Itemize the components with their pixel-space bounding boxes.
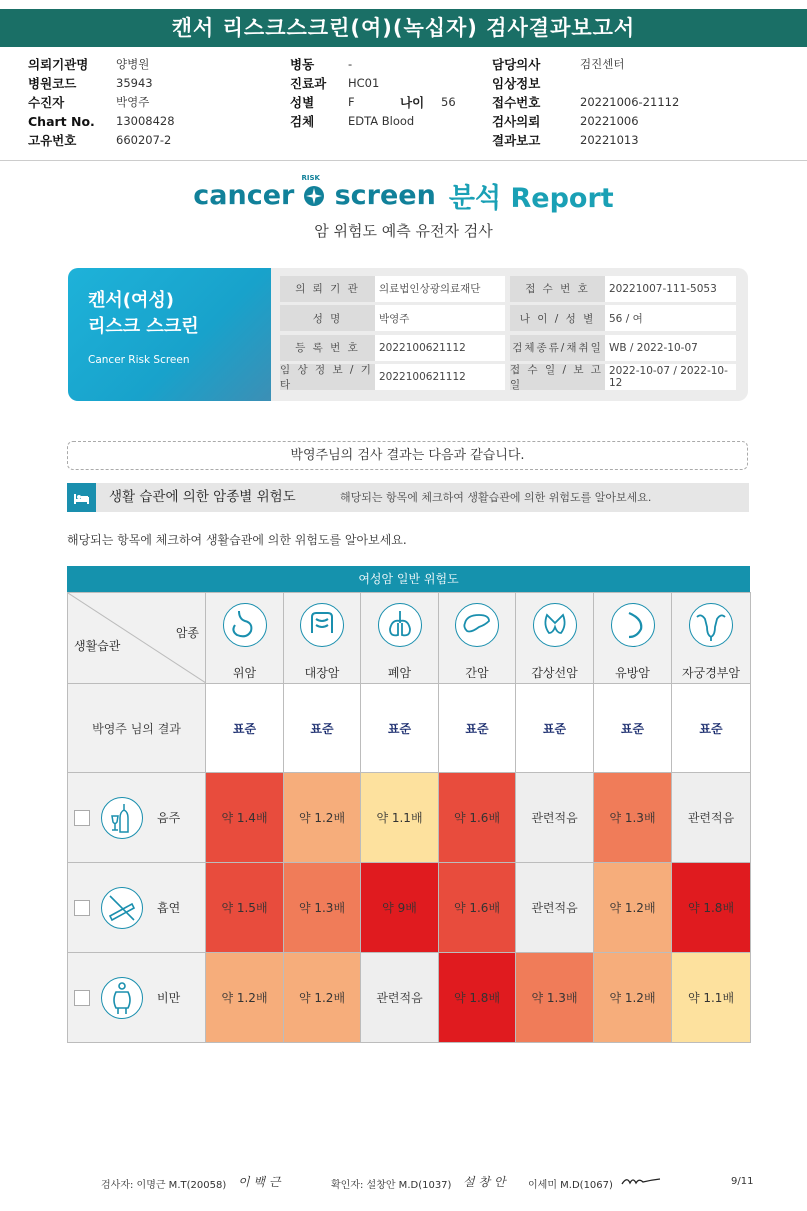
info-label: 의뢰기관명 [28,56,89,72]
card-field-label: 접 수 일 / 보 고 일 [510,364,605,390]
card-field-value: 2022100621112 [375,364,505,390]
risk-table [67,592,751,1043]
stomach-icon [223,603,267,647]
result-cell: 표준 [361,684,439,773]
cancer-column-header [206,593,284,684]
habit-label-cell [68,863,206,953]
info-row [492,131,679,150]
card-title-line2: 리스크 스크린 [88,316,199,337]
logo-risk-icon [301,173,325,207]
risk-cell: 관련적음 [516,773,594,863]
report-title: 캔서 리스크스크린(여)(녹십자) 검사결과보고서 [0,9,807,47]
info-value: 양병원 [116,56,150,71]
page-subtitle: 암 위험도 예측 유전자 검사 [314,222,493,240]
card-field-value: 의료법인상광의료재단 [375,276,505,302]
breast-icon [611,603,655,647]
logo-risk-text: RISK [301,173,320,182]
doctor2-text: 이세미 M.D(1067) [528,1180,613,1191]
info-label: 병원코드 [28,75,77,91]
age-value: 56 [441,95,456,109]
info-value: HC01 [348,75,380,90]
corner-label-cancer: 암종 [175,626,199,640]
card-row [280,274,740,304]
info-value: 박영주 [116,94,150,109]
risk-cell: 약 1.2배 [594,863,672,953]
bed-icon [67,483,96,512]
info-label: 결과보고 [492,133,541,149]
logo-report-text: 분석 Report [448,183,614,214]
card-field-label: 나 이 / 성 별 [510,305,605,331]
card-row [280,333,740,363]
card-field-value: 2022100621112 [375,335,505,361]
risk-cell: 약 1.6배 [439,863,516,953]
cancer-name: 대장암 [304,666,340,680]
result-cell: 표준 [206,684,284,773]
info-row [290,92,414,111]
smoking-icon [101,887,143,929]
info-row [290,112,414,131]
risk-cell: 약 1.1배 [672,953,751,1043]
habit-name: 비만 [157,991,181,1005]
risk-cell: 약 1.3배 [594,773,672,863]
result-cell: 표준 [672,684,751,773]
risk-cell: 약 9배 [361,863,439,953]
risk-cell: 약 1.4배 [206,773,284,863]
info-label: 담당의사 [492,56,541,72]
liver-icon [455,603,499,647]
tester-text: 검사자: 이명근 M.T(20058) [101,1180,227,1191]
risk-cell: 약 1.8배 [439,953,516,1043]
info-row [290,54,414,73]
cancer-name: 유방암 [615,666,650,680]
info-row [28,92,175,111]
card-field-value: 2022-10-07 / 2022-10-12 [605,364,736,390]
table-corner [68,593,206,684]
info-value: EDTA Blood [348,114,415,129]
info-column-1 [28,54,175,150]
card-field-label: 임 상 정 보 / 기 타 [280,364,375,390]
risk-table-header: 여성암 일반 위험도 [67,566,750,592]
info-value: 660207-2 [116,133,172,148]
logo-cancer-text: cancer [193,180,295,211]
cancer-name: 간암 [465,666,489,680]
info-label: 수진자 [28,94,65,110]
habit-row [68,863,751,953]
section-header [67,483,749,512]
info-column-2 [290,54,414,131]
obesity-icon [101,977,143,1019]
info-column-3 [492,54,679,150]
info-value: 20221006-21112 [580,94,680,109]
thyroid-icon [533,603,577,647]
cancer-column-header [361,593,439,684]
section-note: 해당되는 항목에 체크하여 생활습관에 의한 위험도를 알아보세요. [340,491,652,504]
risk-cell: 약 1.5배 [206,863,284,953]
result-cell: 표준 [594,684,672,773]
card-field-label: 등 록 번 호 [280,335,375,361]
card-field-label: 검체종류/채취일 [510,335,605,361]
lung-icon [378,603,422,647]
info-label: 검체 [290,114,315,130]
habit-checkbox[interactable] [74,990,90,1006]
info-row [492,54,679,73]
habit-label-cell [68,953,206,1043]
habit-checkbox[interactable] [74,810,90,826]
info-row [28,73,175,92]
card-details [280,274,740,392]
info-value: 20221013 [580,133,639,148]
result-cell: 표준 [516,684,594,773]
habit-name: 음주 [157,811,181,825]
uterus-icon [689,603,733,647]
footer [0,1176,807,1198]
info-label: 접수번호 [492,94,541,110]
habit-checkbox[interactable] [74,900,90,916]
risk-cell: 약 1.3배 [284,863,361,953]
cancer-column-header [284,593,361,684]
info-label: 검사의뢰 [492,114,541,130]
info-value: 검진센터 [580,56,625,71]
card-field-value: 20221007-111-5053 [605,276,736,302]
cancer-name: 자궁경부암 [682,666,740,680]
risk-cell: 약 1.8배 [672,863,751,953]
info-row [290,73,414,92]
risk-cell: 관련적음 [516,863,594,953]
doctor2-signature [621,1174,661,1191]
cancer-name: 갑상선암 [531,666,578,680]
info-label: 병동 [290,56,315,72]
info-value: F [348,94,355,109]
risk-cell: 약 1.2배 [284,773,361,863]
result-summary: 박영주님의 검사 결과는 다음과 같습니다. [67,441,748,470]
header-divider [0,160,807,161]
logo-screen-text: screen [334,180,436,211]
tester-signature: 이 백 근 [238,1175,281,1189]
section-title: 생활 습관에 의한 암종별 위험도 [109,489,296,505]
risk-cell: 약 1.1배 [361,773,439,863]
info-value: 13008428 [116,114,175,129]
instruction-text: 해당되는 항목에 체크하여 생활습관에 의한 위험도를 알아보세요. [67,533,407,547]
result-cell: 표준 [439,684,516,773]
confirmer-signature: 설 창 안 [463,1175,506,1189]
info-row [492,112,679,131]
risk-cell: 약 1.2배 [594,953,672,1043]
card-row [280,304,740,334]
card-title-en: Cancer Risk Screen [88,354,190,366]
risk-cell: 약 1.2배 [206,953,284,1043]
test-info-card [68,268,748,401]
info-row [28,131,175,150]
cancer-column-header [439,593,516,684]
cancer-name: 위암 [232,666,257,680]
card-title-line1: 캔서(여성) [88,290,175,311]
info-value: 20221006 [580,114,639,129]
age-label: 나이 [400,95,425,110]
cancer-column-header [672,593,751,684]
info-label: 임상정보 [492,75,541,91]
page-number: 9/11 [731,1176,754,1187]
card-field-label: 성 명 [280,305,375,331]
colon-icon [300,603,344,647]
info-row [492,73,679,92]
habit-label-cell [68,773,206,863]
corner-label-habit: 생활습관 [74,639,121,653]
risk-cell: 약 1.3배 [516,953,594,1043]
risk-cell: 관련적음 [361,953,439,1043]
risk-cell: 약 1.6배 [439,773,516,863]
info-row [28,112,175,131]
info-value: - [348,56,353,71]
card-field-value: WB / 2022-10-07 [605,335,736,361]
info-value: 35943 [116,75,153,90]
result-cell: 표준 [284,684,361,773]
card-field-label: 접 수 번 호 [510,276,605,302]
cancer-column-header [516,593,594,684]
alcohol-icon [101,797,143,839]
card-row [280,363,740,393]
info-row [28,54,175,73]
info-label: 진료과 [290,75,327,91]
card-field-label: 의 뢰 기 관 [280,276,375,302]
card-field-value: 56 / 여 [605,305,736,331]
info-row [492,92,679,111]
cancer-name: 폐암 [387,666,412,680]
habit-row [68,773,751,863]
result-row-label: 박영주 님의 결과 [68,684,206,773]
habit-name: 흡연 [157,901,181,915]
info-label: 고유번호 [28,133,77,149]
cancer-column-header [594,593,672,684]
habit-row [68,953,751,1043]
info-label: 성별 [290,94,315,110]
risk-cell: 관련적음 [672,773,751,863]
product-logo [0,173,807,216]
card-banner [68,268,271,401]
confirmer-text: 확인자: 설창안 M.D(1037) [331,1180,452,1191]
risk-cell: 약 1.2배 [284,953,361,1043]
info-label: Chart No. [28,113,95,129]
card-field-value: 박영주 [375,305,505,331]
